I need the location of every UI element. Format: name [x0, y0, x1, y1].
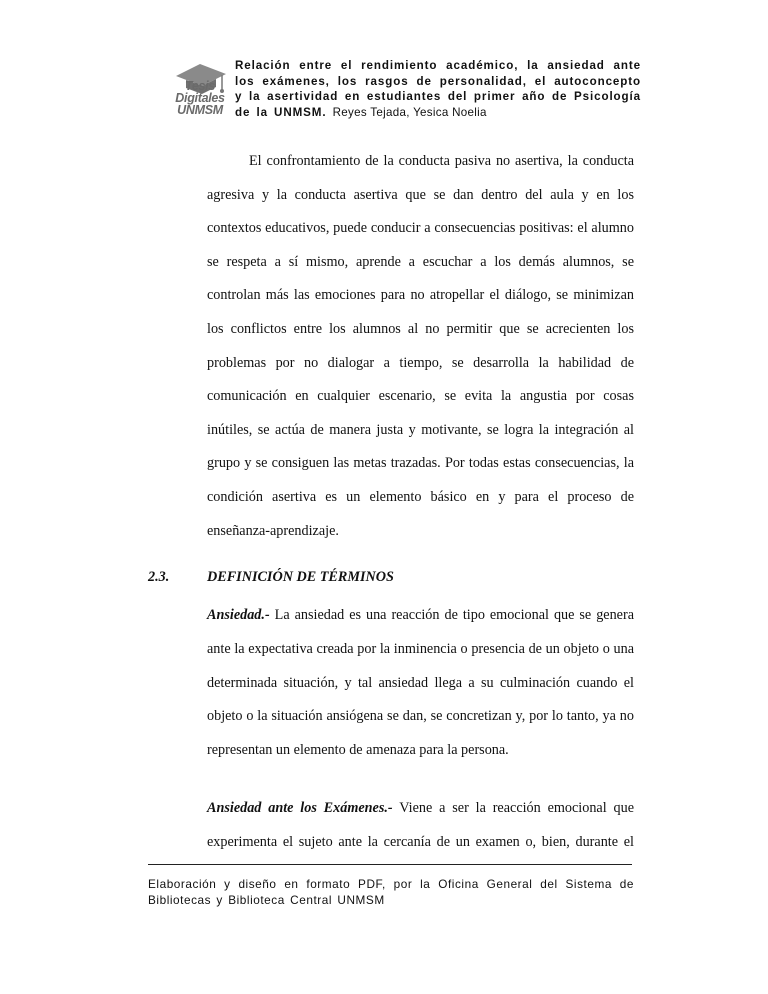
thesis-author: Reyes Tejada, Yesica Noelia [332, 105, 487, 119]
logo-line-digitales: Digitales [175, 91, 225, 105]
footer-line-1: Elaboración y diseño en formato PDF, por la Oficina General del Sistema de [148, 877, 634, 891]
term-label: Ansiedad.- [207, 607, 270, 623]
tesis-digitales-logo [166, 60, 232, 124]
term-definition: Viene a ser la reacción emocional que experimenta el sujeto ante la cercanía de un examen o, bien, durante el [207, 800, 634, 850]
body-paragraph: El confrontamiento de la conducta pasiva no asertiva, la conducta agresiva y la conducta asertiva que se dan dentro del aula y en los contextos educativos, puede conducir a consecuencias positivas: el alumno se respeta a sí mismo, aprende a escuchar a los demás alumnos, se controlan más las emociones para no atropellar el diálogo, se minimizan los conflictos entre los alumnos al no permitir que se acrecienten los problemas por no dialogar a tiempo, se desarrolla la habilidad de comunicación en cualquier escenario, se evita la angustia por cosas inútiles, se actúa de manera justa y motivante, se logra la integración al grupo y se consiguen las metas trazadas. Por todas estas consecuencias, la condición asertiva es un elemento básico en y para el proceso de enseñanza-aprendizaje. [207, 153, 634, 539]
term-definition-ansiedad [207, 599, 634, 768]
term-definition: La ansiedad es una reacción de tipo emocional que se genera ante la expectativa creada por la inminencia o presencia de un objeto o una determinada situación, y tal ansiedad llega a su culminación cuando el objeto o la situación ansiógena se dan, se concretizan y, por lo tanto, ya no representan un elemento de amenaza para la persona. [207, 607, 635, 759]
section-number: 2.3. [148, 569, 170, 585]
page-footer [148, 877, 634, 908]
logo-line-tesis: Tesis [184, 79, 215, 93]
page-header [166, 58, 641, 128]
footer-divider [148, 864, 632, 865]
logo-line-unmsm: UNMSM [177, 103, 223, 117]
footer-line-2: Bibliotecas y Biblioteca Central UNMSM [148, 892, 385, 907]
thesis-title-text: Relación entre el rendimiento académico, la ansiedad ante los exámenes, los rasgos de personalidad, el autoconcepto y la asertividad en estudiantes del primer año de Psicología de la UNMSM. [235, 59, 641, 119]
section-title: DEFINICIÓN DE TÉRMINOS [207, 569, 394, 585]
term-label: Ansiedad ante los Exámenes.- [207, 800, 393, 816]
thesis-title [235, 58, 641, 120]
term-definition-examenes [207, 792, 634, 859]
